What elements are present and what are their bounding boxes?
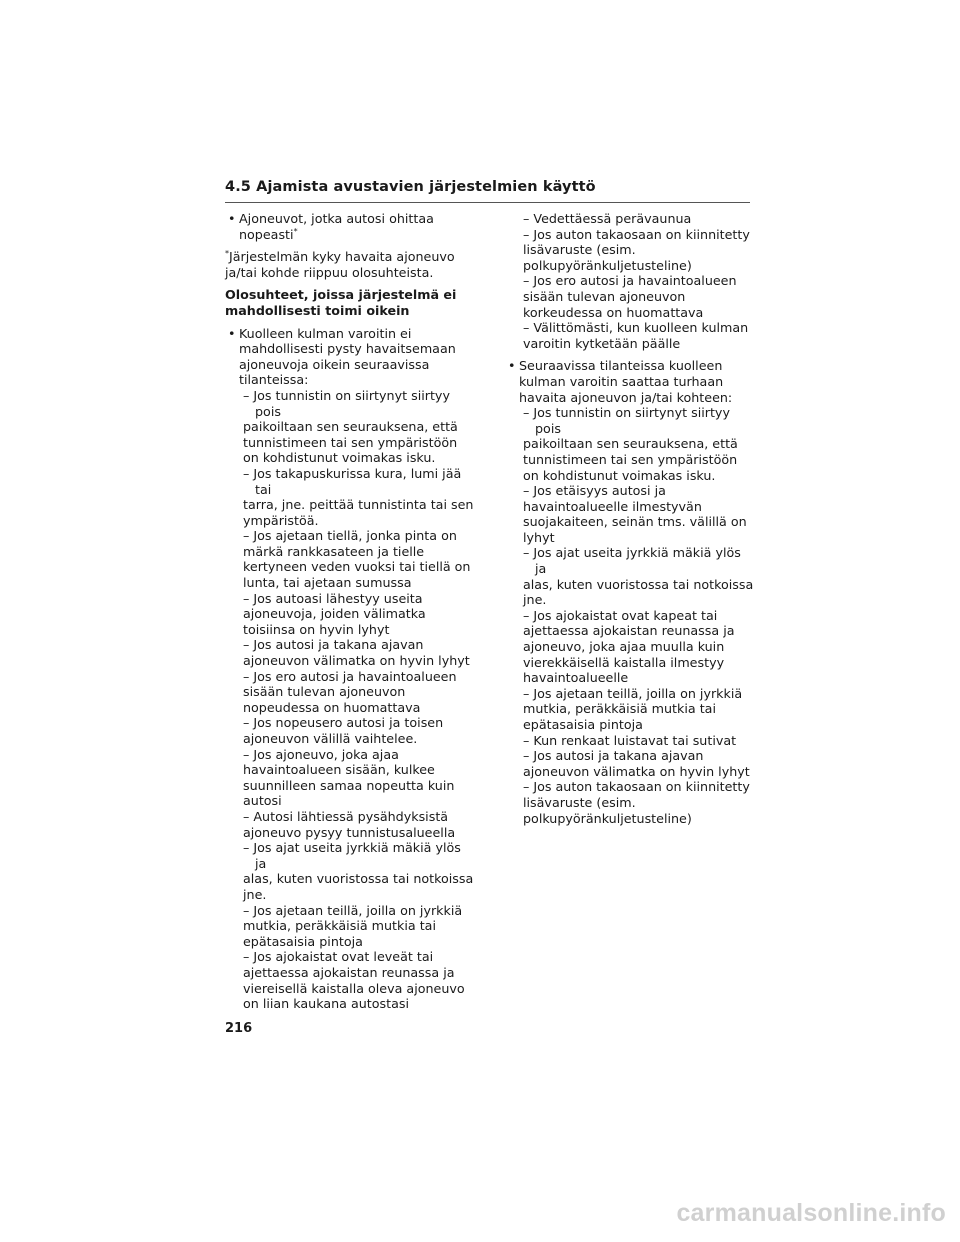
bullet-icon: • [508, 358, 516, 374]
dash-item-line: suojakaiteen, seinän tms. välillä on [523, 514, 747, 530]
dash-item-line: suunnilleen samaa nopeutta kuin [243, 777, 455, 793]
dash-item [225, 388, 475, 466]
dash-item [225, 466, 475, 528]
dash-item-line: epätasaisia pintoja [243, 933, 363, 949]
dash-item-line: ajoneuvon välimatka on hyvin lyhyt [243, 653, 470, 669]
section-header [225, 178, 750, 203]
dash-item [505, 211, 755, 227]
dash-item-line: kertyneen veden vuoksi tai tiellä on [243, 559, 471, 575]
dash-item [225, 715, 475, 746]
dash-item-line: varoitin kytketään päälle [523, 335, 681, 351]
dash-item-line: polkupyöränkuljetusteline) [523, 810, 692, 826]
dash-item-line: havaintoalueen sisään, kulkee [243, 762, 435, 778]
dash-item-line: lisävaruste (esim. [523, 242, 636, 258]
dash-item-line: alas, kuten vuoristossa tai notkoissa [523, 576, 754, 592]
dash-item [505, 320, 755, 351]
dash-item-line: – Jos ajat useita jyrkkiä mäkiä ylös ja [523, 545, 741, 577]
dash-item-line: – Jos ajetaan teillä, joilla on jyrkkiä [523, 685, 743, 701]
dash-list [505, 211, 755, 351]
bullet-icon: • [228, 211, 236, 226]
dash-item-line: nopeudessa on huomattava [243, 699, 421, 715]
dash-item-line: ajoneuvoja, joiden välimatka [243, 606, 426, 622]
subheading-line: Olosuhteet, joissa järjestelmä ei [225, 287, 457, 303]
dash-item-line: sisään tulevan ajoneuvon [243, 684, 406, 700]
dash-item-line: toisiinsa on hyvin lyhyt [243, 621, 390, 637]
dash-item-line: – Vedettäessä perävaunua [523, 211, 692, 226]
dash-item [505, 608, 755, 686]
dash-item-line: märkä rankkasateen ja tielle [243, 543, 425, 559]
dash-item [225, 949, 475, 1011]
dash-item-line: – Välittömästi, kun kuolleen kulman [523, 320, 749, 336]
text-line: tilanteissa: [239, 372, 309, 388]
right-column [505, 211, 755, 826]
text-line: ajoneuvoja oikein seuraavissa [239, 356, 430, 372]
bullet-item [505, 358, 755, 405]
dash-item-line: – Jos ajokaistat ovat leveät tai [243, 949, 434, 965]
dash-item-line: jne. [243, 886, 267, 902]
dash-item-line: autosi [243, 793, 282, 809]
dash-item [505, 779, 755, 826]
dash-item-line: – Jos ajetaan teillä, joilla on jyrkkiä [243, 902, 463, 918]
dash-item-line: havaintoalueelle [523, 670, 629, 686]
text-line: Kuolleen kulman varoitin ei [239, 325, 412, 341]
text-line: Seuraavissa tilanteissa kuolleen [519, 358, 723, 374]
dash-item [225, 809, 475, 840]
dash-item-line: epätasaisia pintoja [523, 717, 643, 732]
dash-item-line: ajoneuvo, joka ajaa muulla kuin [523, 639, 725, 655]
dash-item [505, 483, 755, 545]
dash-item-line: ajoneuvon välimatka on hyvin lyhyt [523, 763, 750, 779]
bullet-item [225, 211, 475, 242]
dash-item-line: – Jos auton takaosaan on kiinnitetty [523, 779, 750, 795]
dash-item-line: ajoneuvon välillä vaihtelee. [243, 731, 418, 746]
dash-item-line: on kohdistunut voimakas isku. [243, 450, 436, 466]
dash-item-line: lisävaruste (esim. [523, 794, 636, 810]
dash-item-line: – Autosi lähtiessä pysähdyksistä [243, 808, 449, 824]
page-number: 216 [225, 1021, 253, 1036]
dash-item-line: – Jos tunnistin on siirtynyt siirtyy pois [243, 387, 450, 419]
bullet-line: Ajoneuvot, jotka autosi ohittaa [239, 211, 434, 226]
dash-item-line: havaintoalueelle ilmestyvän [523, 498, 702, 514]
dash-item-line: on kohdistunut voimakas isku. [523, 467, 716, 483]
left-column [225, 211, 475, 1012]
subheading-line: mahdollisesti toimi oikein [225, 302, 410, 318]
section-title: 4.5 Ajamista avustavien järjestelmien käyttö [225, 179, 596, 195]
dash-item-line: vierekkäisellä kaistalla ilmestyy [523, 654, 725, 670]
dash-item-line: polkupyöränkuljetusteline) [523, 257, 692, 273]
dash-list [505, 405, 755, 826]
dash-item-line: – Jos autosi ja takana ajavan [523, 748, 704, 764]
footnote-text: Järjestelmän kyky havaita ajoneuvo [229, 249, 455, 265]
dash-item-line: paikoiltaan sen seurauksena, että [523, 436, 738, 452]
dash-item-line: – Jos ajat useita jyrkkiä mäkiä ylös ja [243, 840, 461, 871]
dash-item [225, 903, 475, 950]
dash-item [225, 528, 475, 590]
dash-item-line: alas, kuten vuoristossa tai notkoissa [243, 871, 474, 887]
bullet-line [239, 227, 475, 243]
dash-item-line: sisään tulevan ajoneuvon [523, 288, 686, 304]
dash-item-line: – Jos ero autosi ja havaintoalueen [243, 668, 457, 684]
dash-item-line: lunta, tai ajetaan sumussa [243, 575, 412, 591]
dash-item-line: paikoiltaan sen seurauksena, että [243, 419, 458, 435]
footnote-marker: * [293, 226, 298, 236]
dash-item-line: – Kun renkaat luistavat tai sutivat [523, 732, 737, 748]
dash-list [225, 388, 475, 1012]
dash-item [225, 591, 475, 638]
dash-item [225, 669, 475, 716]
dash-item-line: – Jos ajokaistat ovat kapeat tai [523, 607, 718, 623]
bullet-icon: • [228, 325, 236, 341]
text-line: kulman varoitin saattaa turhaan [519, 373, 724, 389]
dash-item-line: – Jos takapuskurissa kura, lumi jää tai [243, 465, 462, 497]
bullet-item [225, 326, 475, 388]
dash-item-line: – Jos etäisyys autosi ja [523, 483, 666, 499]
bullet-text-block [239, 326, 475, 388]
footnote-line: ja/tai kohde riippuu olosuhteista. [225, 264, 434, 280]
dash-item-line: jne. [523, 592, 547, 608]
bullet-text-block [519, 358, 755, 405]
dash-item-line: – Jos ajetaan tiellä, jonka pinta on [243, 528, 457, 544]
dash-item-line: ajoneuvo pysyy tunnistusalueella [243, 824, 456, 840]
dash-item-line: – Jos auton takaosaan on kiinnitetty [523, 226, 750, 242]
text-line: mahdollisesti pysty havaitsemaan [239, 341, 456, 357]
dash-item-line: – Jos autoasi lähestyy useita [243, 590, 423, 606]
dash-item-line: korkeudessa on huomattava [523, 304, 704, 320]
dash-item-line: viereisellä kaistalla oleva ajoneuvo [243, 980, 465, 996]
dash-item-line: ajettaessa ajokaistan reunassa ja [243, 964, 455, 980]
dash-item [505, 545, 755, 607]
dash-item-line: mutkia, peräkkäisiä mutkia tai [243, 918, 436, 934]
dash-item [505, 686, 755, 733]
dash-item [505, 733, 755, 749]
dash-item-line: tarra, jne. peittää tunnistinta tai sen [243, 497, 474, 513]
dash-item-line: – Jos ajoneuvo, joka ajaa [243, 746, 399, 762]
text-line: havaita ajoneuvon ja/tai kohteen: [519, 389, 733, 405]
dash-item [505, 748, 755, 779]
footnote-marker: * [225, 249, 229, 259]
dash-item-line: ajettaessa ajokaistan reunassa ja [523, 623, 735, 639]
dash-item-line: – Jos ero autosi ja havaintoalueen [523, 273, 737, 289]
dash-item-line: – Jos nopeusero autosi ja toisen [243, 715, 444, 731]
dash-item-line: on liian kaukana autostasi [243, 996, 409, 1012]
dash-item [225, 747, 475, 809]
dash-item-line: – Jos autosi ja takana ajavan [243, 637, 424, 653]
dash-item [225, 840, 475, 902]
bullet-text: nopeasti [239, 226, 294, 242]
dash-item-line: tunnistimeen tai sen ympäristöön [523, 451, 738, 467]
dash-item [225, 637, 475, 668]
dash-item-line: mutkia, peräkkäisiä mutkia tai [523, 701, 716, 717]
watermark: carmanualsonline.info [676, 1199, 946, 1227]
dash-item-line: tunnistimeen tai sen ympäristöön [243, 434, 458, 450]
dash-item-line: – Jos tunnistin on siirtynyt siirtyy pois [523, 405, 730, 436]
dash-item [505, 227, 755, 274]
dash-item [505, 273, 755, 320]
dash-item-line: lyhyt [523, 529, 555, 545]
footnote-line [225, 249, 475, 265]
dash-item [505, 405, 755, 483]
dash-item-line: ympäristöä. [243, 512, 319, 528]
